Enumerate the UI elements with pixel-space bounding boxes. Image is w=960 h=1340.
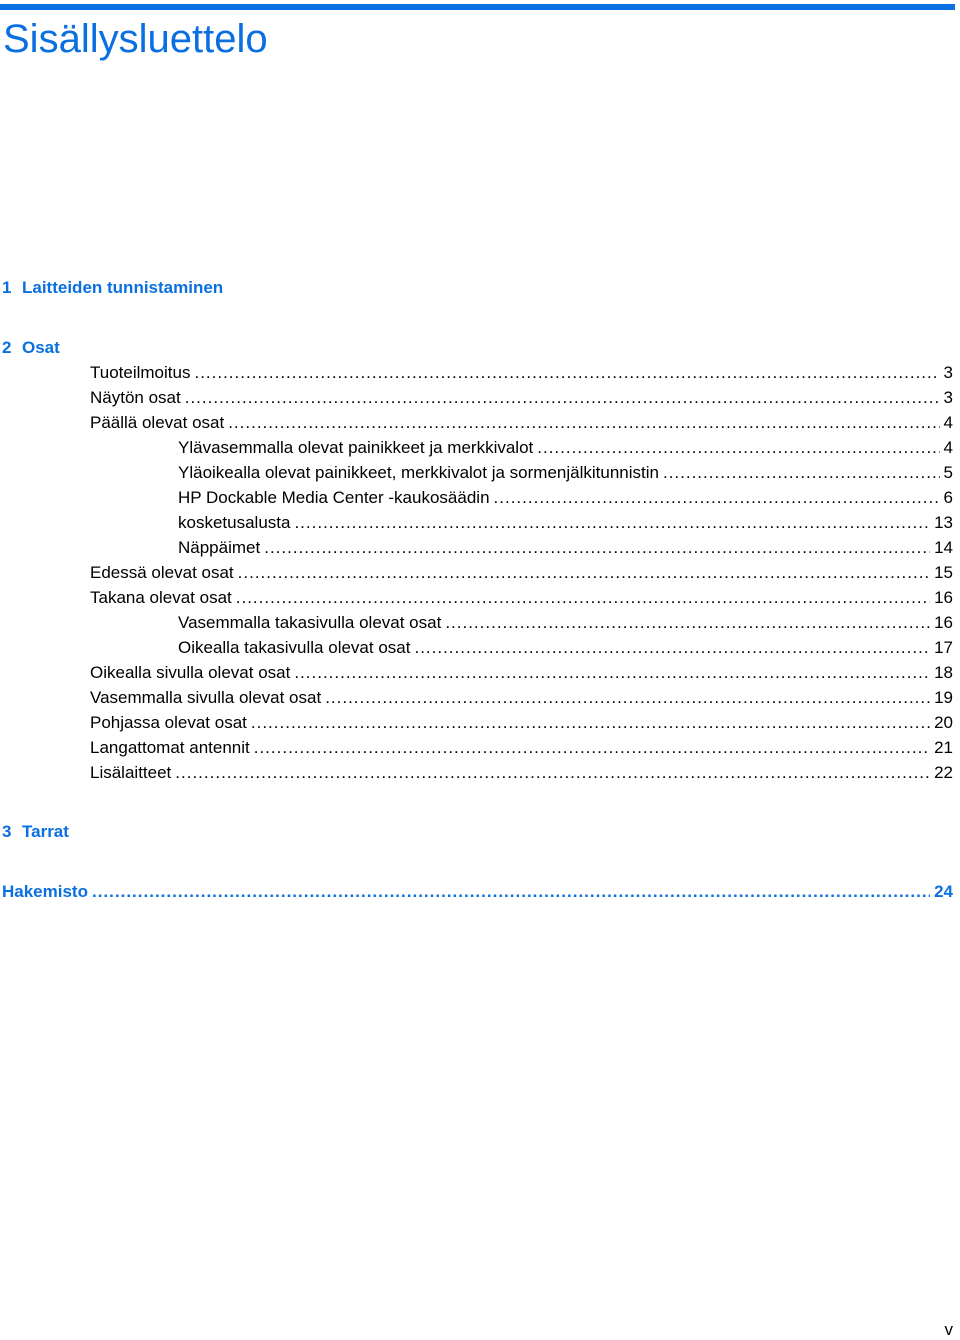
- toc-entry[interactable]: [90, 661, 953, 685]
- dot-leader: [175, 761, 930, 785]
- toc-entry-page: 16: [934, 588, 953, 607]
- toc-entry-label: Näppäimet: [178, 538, 261, 557]
- dot-leader: [238, 561, 930, 585]
- toc-entry-page: 13: [934, 513, 953, 532]
- chapter-number: 3: [2, 822, 12, 841]
- toc-index-entry[interactable]: [2, 880, 953, 904]
- toc-entry-label: Langattomat antennit: [90, 738, 250, 757]
- toc-entry-label: Oikealla sivulla olevat osat: [90, 663, 291, 682]
- toc-entry-page: 4: [943, 413, 953, 432]
- chapter-number: 2: [2, 338, 12, 357]
- toc-entry[interactable]: [90, 761, 953, 785]
- toc-entry-page: 4: [943, 438, 953, 457]
- dot-leader: [185, 386, 940, 410]
- chapter-title: Osat: [22, 338, 60, 357]
- dot-leader: [251, 711, 930, 735]
- toc-entry[interactable]: [90, 711, 953, 735]
- toc-entry-label: Vasemmalla takasivulla olevat osat: [178, 613, 442, 632]
- toc-subentry[interactable]: [178, 436, 953, 460]
- chapter-title: Laitteiden tunnistaminen: [22, 278, 224, 297]
- toc-subentry[interactable]: [178, 461, 953, 485]
- toc-entry-label: Pohjassa olevat osat: [90, 713, 247, 732]
- toc-entry-page: 17: [934, 638, 953, 657]
- toc-entry-label: Takana olevat osat: [90, 588, 232, 607]
- toc-subentry[interactable]: [178, 611, 953, 635]
- toc-entry[interactable]: [90, 411, 953, 435]
- page-number: v: [944, 1320, 953, 1339]
- toc-entry-page: 18: [934, 663, 953, 682]
- dot-leader: [537, 436, 939, 460]
- toc-entry-page: 20: [934, 713, 953, 732]
- toc-entry[interactable]: [90, 361, 953, 385]
- toc-entry-page: 6: [943, 488, 953, 507]
- toc-entry[interactable]: [90, 686, 953, 710]
- toc-entry-label: Päällä olevat osat: [90, 413, 225, 432]
- dot-leader: [236, 586, 930, 610]
- toc-entry-label: Näytön osat: [90, 388, 181, 407]
- toc-entry[interactable]: [90, 386, 953, 410]
- toc-entry-page: 21: [934, 738, 953, 757]
- toc-entry[interactable]: [90, 561, 953, 585]
- toc-entry-page: 15: [934, 563, 953, 582]
- toc-subentry[interactable]: [178, 511, 953, 535]
- toc-entry-label: Oikealla takasivulla olevat osat: [178, 638, 411, 657]
- toc-chapter-1[interactable]: [2, 276, 223, 300]
- toc-entry-page: 3: [943, 388, 953, 407]
- dot-leader: [294, 661, 930, 685]
- toc-entry-label: HP Dockable Media Center -kaukosäädin: [178, 488, 490, 507]
- toc-entry-page: 3: [943, 363, 953, 382]
- page-title: Sisällysluettelo: [3, 17, 268, 61]
- dot-leader: [325, 686, 930, 710]
- toc-entry[interactable]: [90, 736, 953, 760]
- toc-entry-label: Vasemmalla sivulla olevat osat: [90, 688, 322, 707]
- dot-leader: [228, 411, 939, 435]
- toc-subentry[interactable]: [178, 636, 953, 660]
- toc-entry-page: 5: [943, 463, 953, 482]
- index-page: 24: [934, 882, 953, 901]
- toc-entry-label: Yläoikealla olevat painikkeet, merkkivalot ja sormenjälkitunnistin: [178, 463, 659, 482]
- index-label: Hakemisto: [2, 882, 88, 901]
- toc-entry-page: 14: [934, 538, 953, 557]
- toc-entry-page: 16: [934, 613, 953, 632]
- toc-entry-page: 22: [934, 763, 953, 782]
- toc-entry-page: 19: [934, 688, 953, 707]
- dot-leader: [294, 511, 930, 535]
- dot-leader: [445, 611, 930, 635]
- dot-leader: [92, 880, 930, 904]
- dot-leader: [494, 486, 940, 510]
- toc-subentry[interactable]: [178, 536, 953, 560]
- toc-chapter-3[interactable]: [2, 820, 69, 844]
- dot-leader: [264, 536, 930, 560]
- toc-entry-label: Edessä olevat osat: [90, 563, 234, 582]
- dot-leader: [254, 736, 930, 760]
- toc-subentry[interactable]: [178, 486, 953, 510]
- toc-chapter-2[interactable]: [2, 336, 60, 360]
- toc-entry[interactable]: [90, 586, 953, 610]
- toc-entry-label: kosketusalusta: [178, 513, 291, 532]
- dot-leader: [663, 461, 940, 485]
- chapter-number: 1: [2, 278, 12, 297]
- dot-leader: [194, 361, 939, 385]
- toc-entry-label: Lisälaitteet: [90, 763, 172, 782]
- dot-leader: [414, 636, 930, 660]
- chapter-title: Tarrat: [22, 822, 69, 841]
- toc-entry-label: Ylävasemmalla olevat painikkeet ja merkkivalot: [178, 438, 534, 457]
- toc-entry-label: Tuoteilmoitus: [90, 363, 191, 382]
